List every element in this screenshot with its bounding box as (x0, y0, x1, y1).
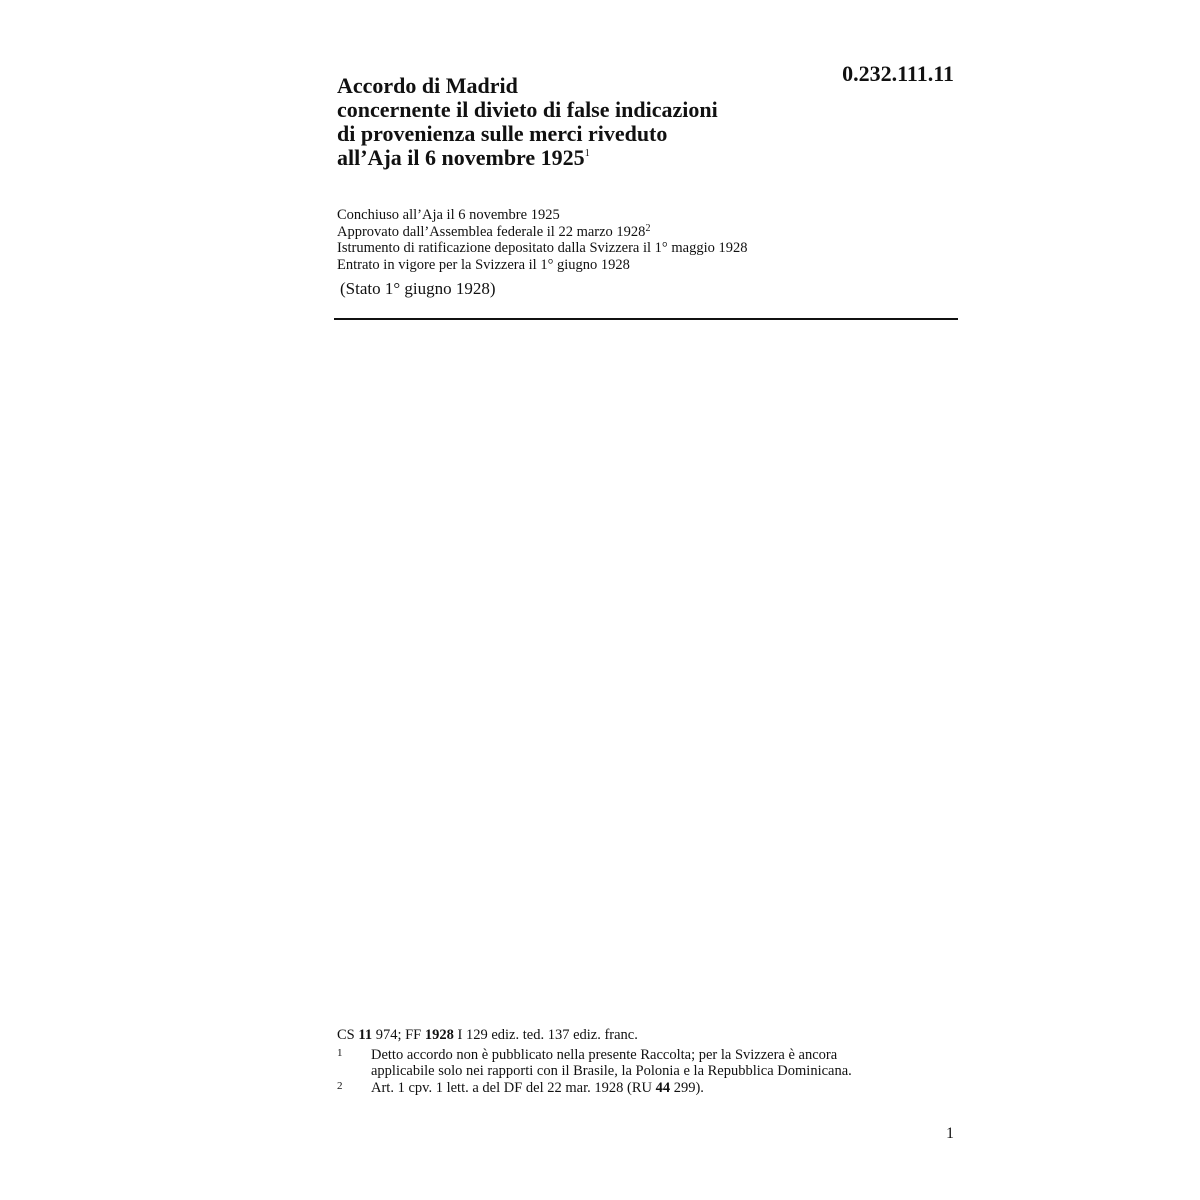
header-divider (334, 318, 958, 320)
meta-concluded: Conchiuso all’Aja il 6 novembre 1925 (337, 207, 560, 223)
title-line-4 (337, 146, 817, 170)
meta-approved-text: Approvato dall’Assemblea federale il 22 marzo 1928 (337, 223, 646, 240)
meta-footnote-ref[interactable]: 2 (645, 222, 651, 234)
footnote-1-line-1: Detto accordo non è pubblicato nella presente Raccolta; per la Svizzera è ancora (371, 1046, 838, 1063)
source-bold-1: 11 (358, 1027, 373, 1043)
title-line-4-text: all’Aja il 6 novembre 1925 (337, 145, 585, 170)
title-line-2: concernente il divieto di false indicazioni (337, 97, 718, 122)
document-metadata (337, 207, 937, 273)
document-status: (Stato 1° giugno 1928) (340, 279, 496, 298)
meta-in-force: Entrato in vigore per la Svizzera il 1° giugno 1928 (337, 256, 630, 273)
footnote-2-number: 2 (337, 1079, 343, 1092)
title-footnote-ref[interactable]: 1 (584, 148, 590, 159)
footnotes-section (337, 1027, 937, 1096)
document-number: 0.232.111.11 (842, 61, 954, 86)
footnote-source (337, 1027, 937, 1044)
source-text-1: CS (337, 1027, 359, 1043)
page-number: 1 (946, 1125, 954, 1142)
footnote-1-number: 1 (337, 1046, 343, 1059)
footnote-2-bold: 44 (655, 1079, 671, 1096)
footnote-1-line-2: applicabile solo nei rapporti con il Brasile, la Polonia e la Repubblica Dominicana. (371, 1063, 852, 1079)
source-text-2: 974; FF (372, 1027, 425, 1043)
meta-approved (337, 224, 937, 241)
source-text-3: I 129 ediz. ted. 137 ediz. franc. (453, 1027, 638, 1043)
footnote-2-line-1 (371, 1080, 937, 1097)
footnote-2-text-1: Art. 1 cpv. 1 lett. a del DF del 22 mar. 1928 (RU (371, 1079, 656, 1096)
footnote-2-text-2: 299). (670, 1079, 704, 1096)
document-title (337, 74, 817, 170)
source-bold-2: 1928 (424, 1027, 454, 1043)
title-line-3: di provenienza sulle merci riveduto (337, 121, 668, 146)
meta-ratification: Istrumento di ratificazione depositato dalla Svizzera il 1° maggio 1928 (337, 240, 748, 256)
footnote-1 (337, 1047, 937, 1080)
title-line-1: Accordo di Madrid (337, 73, 518, 98)
footnote-2 (337, 1080, 937, 1097)
